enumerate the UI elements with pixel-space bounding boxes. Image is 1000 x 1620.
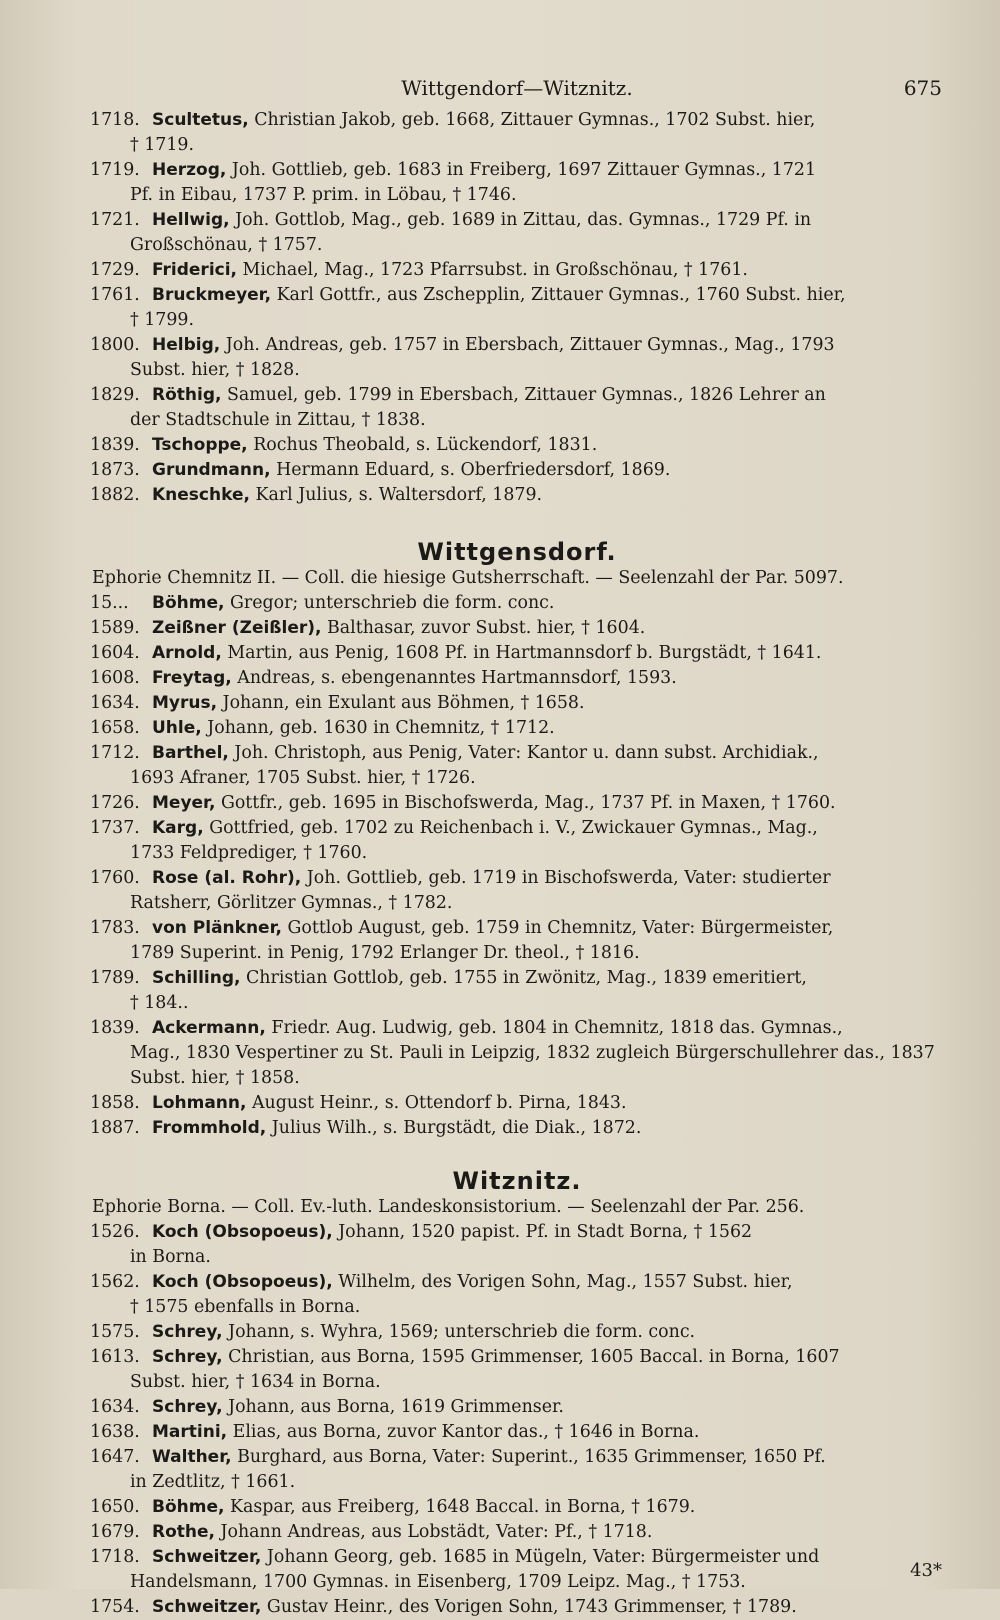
entry-text: August Heinr., s. Ottendorf b. Pirna, 1843. <box>252 1093 627 1113</box>
entry-text: Gottfr., geb. 1695 in Bischofswerda, Mag., 1737 Pf. in Maxen, † 1760. <box>220 793 836 813</box>
entry-name: Grundmann, <box>152 460 271 480</box>
entry <box>92 666 942 691</box>
entry-continuation: † 1575 ebenfalls in Borna. <box>130 1297 361 1317</box>
entry-name: Arnold, <box>152 643 222 663</box>
entry-year: 1882. <box>90 485 140 505</box>
entry <box>92 691 942 716</box>
entry-text: Gottfried, geb. 1702 zu Reichenbach i. V., Zwickauer Gymnas., Mag., <box>209 818 818 838</box>
entry-text: Julius Wilh., s. Burgstädt, die Diak., 1872. <box>271 1118 642 1138</box>
entry-name: Schweitzer, <box>152 1547 262 1567</box>
entry-text: Karl Julius, s. Waltersdorf, 1879. <box>255 485 543 505</box>
entry <box>92 816 942 866</box>
entry-name: Ackermann, <box>152 1018 266 1038</box>
entry-year: 1721. <box>90 210 140 230</box>
entry-name: Kneschke, <box>152 485 250 505</box>
entry <box>92 1016 942 1091</box>
entry <box>92 1116 942 1141</box>
place-info-witznitz: Ephorie Borna. — Coll. Ev.-luth. Landeskonsistorium. — Seelenzahl der Par. 256. <box>92 1197 805 1217</box>
entry-text: Rochus Theobald, s. Lückendorf, 1831. <box>253 435 598 455</box>
entry-continuation: Subst. hier, † 1828. <box>130 360 300 380</box>
entry-name: Freytag, <box>152 668 232 688</box>
entry-name: Lohmann, <box>152 1093 247 1113</box>
entry-text: Karl Gottfr., aus Zschepplin, Zittauer Gymnas., 1760 Subst. hier, <box>276 285 846 305</box>
entry-text: Christian, aus Borna, 1595 Grimmenser, 1605 Baccal. in Borna, 1607 <box>228 1347 840 1367</box>
entry <box>92 258 942 283</box>
entry-continuation: Subst. hier, † 1634 in Borna. <box>130 1372 381 1392</box>
entry <box>92 283 942 333</box>
entry <box>92 1520 942 1545</box>
entry-continuation: Ratsherr, Görlitzer Gymnas., † 1782. <box>130 893 453 913</box>
entry-year: 1679. <box>90 1522 140 1542</box>
entry-year: 1887. <box>90 1118 140 1138</box>
entry <box>92 591 942 616</box>
entry-year: 1608. <box>90 668 140 688</box>
entry-name: Rose (al. Rohr), <box>152 868 302 888</box>
entry-year: 15... <box>90 593 129 613</box>
entry <box>92 1420 942 1445</box>
entry-year: 1783. <box>90 918 140 938</box>
entry-text: Joh. Gottlob, Mag., geb. 1689 in Zittau, das. Gymnas., 1729 Pf. in <box>235 210 812 230</box>
entry-text: Kaspar, aus Freiberg, 1648 Baccal. in Borna, † 1679. <box>229 1497 696 1517</box>
entry-year: 1634. <box>90 693 140 713</box>
entry <box>92 741 942 791</box>
entry-text: Christian Jakob, geb. 1668, Zittauer Gymnas., 1702 Subst. hier, <box>254 110 816 130</box>
entry-continuation: † 1799. <box>130 310 195 330</box>
entry <box>92 433 942 458</box>
entry <box>92 1595 942 1620</box>
entry-name: Walther, <box>152 1447 232 1467</box>
entry-text: Johann Georg, geb. 1685 in Mügeln, Vater: Bürgermeister und <box>266 1547 820 1567</box>
entry-continuation: † 1719. <box>130 135 195 155</box>
entry-text: Michael, Mag., 1723 Pfarrsubst. in Großschönau, † 1761. <box>242 260 748 280</box>
entry-year: 1526. <box>90 1222 140 1242</box>
entry-name: Barthel, <box>152 743 229 763</box>
entry <box>92 866 942 916</box>
entry <box>92 1395 942 1420</box>
entry-name: Röthig, <box>152 385 222 405</box>
entry-name: Karg, <box>152 818 204 838</box>
entry <box>92 716 942 741</box>
entry-year: 1712. <box>90 743 140 763</box>
entry-year: 1718. <box>90 110 140 130</box>
entry-continuation: Pf. in Eibau, 1737 P. prim. in Löbau, † 1746. <box>130 185 517 205</box>
entry <box>92 1345 942 1395</box>
entry-continuation: 1789 Superint. in Penig, 1792 Erlanger Dr. theol., † 1816. <box>130 943 640 963</box>
entry <box>92 1091 942 1116</box>
entry <box>92 483 942 508</box>
entry <box>92 1220 942 1270</box>
entry <box>92 616 942 641</box>
entry-year: 1839. <box>90 435 140 455</box>
entry-year: 1638. <box>90 1422 140 1442</box>
section-witznitz <box>92 1220 942 1620</box>
entry <box>92 1445 942 1495</box>
entry-text: Johann, ein Exulant aus Böhmen, † 1658. <box>222 693 585 713</box>
section-wittgendorf-continued <box>92 108 942 508</box>
entry-year: 1829. <box>90 385 140 405</box>
entry-year: 1754. <box>90 1597 140 1617</box>
entry-name: Böhme, <box>152 593 225 613</box>
entry-year: 1589. <box>90 618 140 638</box>
entry-text: Balthasar, zuvor Subst. hier, † 1604. <box>327 618 646 638</box>
entry-text: Johann, geb. 1630 in Chemnitz, † 1712. <box>207 718 555 738</box>
entry-name: Böhme, <box>152 1497 225 1517</box>
entry <box>92 458 942 483</box>
entry-continuation: Großschönau, † 1757. <box>130 235 323 255</box>
entry-name: Meyer, <box>152 793 216 813</box>
entry-text: Burghard, aus Borna, Vater: Superint., 1635 Grimmenser, 1650 Pf. <box>237 1447 826 1467</box>
entry-continuation: † 184.. <box>130 993 189 1013</box>
entry-text: Wilhelm, des Vorigen Sohn, Mag., 1557 Subst. hier, <box>338 1272 793 1292</box>
entry <box>92 1495 942 1520</box>
entry-year: 1719. <box>90 160 140 180</box>
entry-continuation: 1693 Afraner, 1705 Subst. hier, † 1726. <box>130 768 476 788</box>
entry-text: Joh. Christoph, aus Penig, Vater: Kantor u. dann subst. Archidiak., <box>234 743 819 763</box>
entry-name: Scultetus, <box>152 110 249 130</box>
entry-name: Koch (Obsopoeus), <box>152 1222 333 1242</box>
entry-year: 1718. <box>90 1547 140 1567</box>
entry-continuation: der Stadtschule in Zittau, † 1838. <box>130 410 426 430</box>
entry-name: Uhle, <box>152 718 202 738</box>
entry-name: Tschoppe, <box>152 435 248 455</box>
entry-name: Zeißner (Zeißler), <box>152 618 322 638</box>
entry-name: Friderici, <box>152 260 238 280</box>
entry <box>92 1320 942 1345</box>
entry-year: 1658. <box>90 718 140 738</box>
entry-name: Schweitzer, <box>152 1597 262 1617</box>
entry-year: 1800. <box>90 335 140 355</box>
entry-name: Frommhold, <box>152 1118 267 1138</box>
entry-text: Johann, s. Wyhra, 1569; unterschrieb die form. conc. <box>228 1322 696 1342</box>
place-info-wittgensdorf: Ephorie Chemnitz II. — Coll. die hiesige Gutsherrschaft. — Seelenzahl der Par. 5097. <box>92 568 844 588</box>
signature-mark: 43* <box>910 1560 942 1581</box>
entry-name: Martini, <box>152 1422 228 1442</box>
entry-year: 1761. <box>90 285 140 305</box>
entry <box>92 383 942 433</box>
entry-name: von Plänkner, <box>152 918 282 938</box>
entry-text: Joh. Gottlieb, geb. 1719 in Bischofswerda, Vater: studierter <box>306 868 831 888</box>
entry-text: Gustav Heinr., des Vorigen Sohn, 1743 Grimmenser, † 1789. <box>266 1597 797 1617</box>
entry-year: 1729. <box>90 260 140 280</box>
entry-text: Hermann Eduard, s. Oberfriedersdorf, 1869. <box>276 460 671 480</box>
entry-year: 1604. <box>90 643 140 663</box>
entry-year: 1650. <box>90 1497 140 1517</box>
entry-name: Schrey, <box>152 1347 223 1367</box>
entry <box>92 108 942 158</box>
page-number: 675 <box>903 76 942 100</box>
running-title: Wittgendorf—Witznitz. <box>401 76 633 100</box>
entry <box>92 1545 942 1595</box>
entry-text: Johann, aus Borna, 1619 Grimmenser. <box>228 1397 564 1417</box>
entry-text: Samuel, geb. 1799 in Ebersbach, Zittauer Gymnas., 1826 Lehrer an <box>226 385 826 405</box>
entry-text: Joh. Andreas, geb. 1757 in Ebersbach, Zittauer Gymnas., Mag., 1793 <box>225 335 835 355</box>
place-heading-witznitz: Witznitz. <box>452 1167 582 1195</box>
entry-name: Herzog, <box>152 160 227 180</box>
entry <box>92 1270 942 1320</box>
entry <box>92 158 942 208</box>
entry-year: 1562. <box>90 1272 140 1292</box>
entry <box>92 791 942 816</box>
entry-continuation: Handelsmann, 1700 Gymnas. in Eisenberg, 1709 Leipz. Mag., † 1753. <box>130 1572 746 1592</box>
entry-year: 1737. <box>90 818 140 838</box>
entry-name: Schrey, <box>152 1397 223 1417</box>
entry-name: Rothe, <box>152 1522 215 1542</box>
section-wittgensdorf <box>92 591 942 1141</box>
entry-text: Gregor; unterschrieb die form. conc. <box>229 593 555 613</box>
page-header <box>92 72 942 108</box>
entry-year: 1726. <box>90 793 140 813</box>
entry-name: Helbig, <box>152 335 221 355</box>
entry-year: 1634. <box>90 1397 140 1417</box>
entry-year: 1873. <box>90 460 140 480</box>
entry-text: Christian Gottlob, geb. 1755 in Zwönitz, Mag., 1839 emeritiert, <box>246 968 807 988</box>
entry-year: 1839. <box>90 1018 140 1038</box>
entry-year: 1789. <box>90 968 140 988</box>
entry-text: Friedr. Aug. Ludwig, geb. 1804 in Chemnitz, 1818 das. Gymnas., <box>271 1018 843 1038</box>
entry-name: Hellwig, <box>152 210 230 230</box>
entry <box>92 641 942 666</box>
entry-name: Bruckmeyer, <box>152 285 272 305</box>
entry-year: 1647. <box>90 1447 140 1467</box>
entry-name: Myrus, <box>152 693 218 713</box>
entry-year: 1613. <box>90 1347 140 1367</box>
entry-name: Koch (Obsopoeus), <box>152 1272 333 1292</box>
entry-text: Johann Andreas, aus Lobstädt, Vater: Pf., † 1718. <box>220 1522 653 1542</box>
entry <box>92 966 942 1016</box>
entry-text: Johann, 1520 papist. Pf. in Stadt Borna, † 1562 <box>338 1222 753 1242</box>
entry-year: 1760. <box>90 868 140 888</box>
entry-text: Andreas, s. ebengenanntes Hartmannsdorf, 1593. <box>237 668 677 688</box>
entry-text: Joh. Gottlieb, geb. 1683 in Freiberg, 1697 Zittauer Gymnas., 1721 <box>231 160 817 180</box>
entry-continuation: 1733 Feldprediger, † 1760. <box>130 843 368 863</box>
entry <box>92 333 942 383</box>
entry-continuation: in Zedtlitz, † 1661. <box>130 1472 296 1492</box>
place-heading-wittgensdorf: Wittgensdorf. <box>417 538 617 566</box>
entry-year: 1858. <box>90 1093 140 1113</box>
entry-continuation: Mag., 1830 Vespertiner zu St. Pauli in Leipzig, 1832 zugleich Bürgerschullehrer das., 1837 Subst. hier, † 1858. <box>130 1043 935 1088</box>
entry-name: Schilling, <box>152 968 241 988</box>
entry <box>92 208 942 258</box>
entry-text: Gottlob August, geb. 1759 in Chemnitz, Vater: Bürgermeister, <box>287 918 834 938</box>
entry-name: Schrey, <box>152 1322 223 1342</box>
entry-continuation: in Borna. <box>130 1247 211 1267</box>
entry-text: Martin, aus Penig, 1608 Pf. in Hartmannsdorf b. Burgstädt, † 1641. <box>227 643 822 663</box>
entry-text: Elias, aus Borna, zuvor Kantor das., † 1646 in Borna. <box>232 1422 700 1442</box>
entry-year: 1575. <box>90 1322 140 1342</box>
entry <box>92 916 942 966</box>
